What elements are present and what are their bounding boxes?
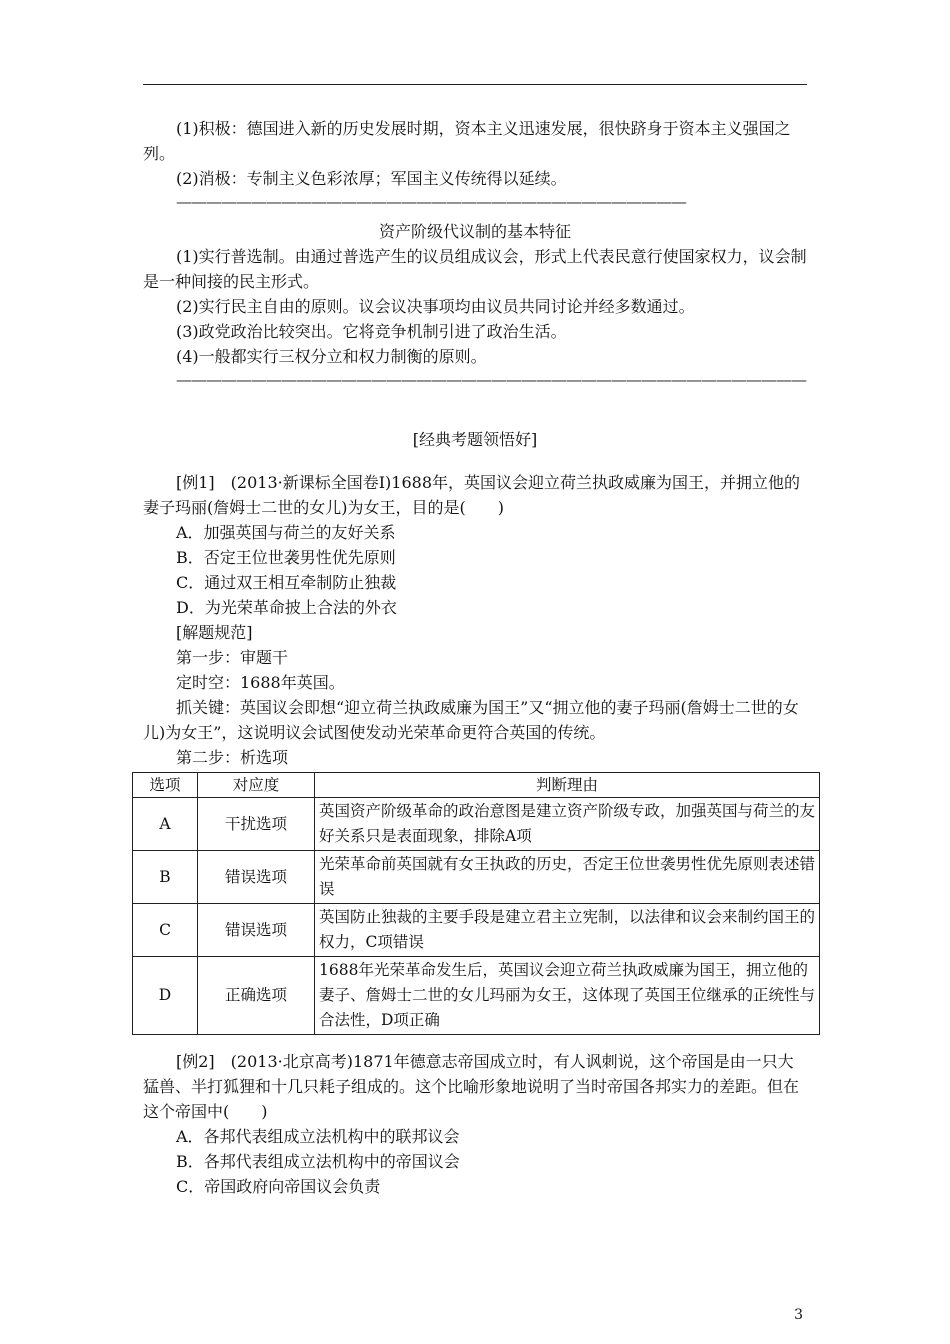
feature-point: (1)实行普选制。由通过普选产生的议员组成议会，形式上代表民意行使国家权力，议会制是一种间接的民主形式。 [143,247,807,291]
correspondence-cell: 错误选项 [198,904,315,957]
classic-questions-heading: [经典考题领悟好] [412,430,538,449]
header-rule [143,84,807,85]
example1-option: D．为光荣革命披上合法的外衣 [176,598,397,617]
option-cell: C [133,904,198,957]
correspondence-cell: 错误选项 [198,851,315,904]
option-cell: B [133,851,198,904]
section-title: 资产阶级代议制的基本特征 [378,222,571,241]
analysis-keywords: 抓关键：英国议会即想“迎立荷兰执政威廉为国王”又“拥立他的妻子玛丽(詹姆士二世的女儿)为女王”，这说明议会试图使发动光荣革命更符合英国的传统。 [143,698,799,742]
table-row [133,957,820,1035]
reason-cell: 英国防止独裁的主要手段是建立君主立宪制，以法律和议会来制约国王的权力，C项错误 [315,904,820,957]
divider-line: —————————————————————————————————— [176,192,686,211]
table-header-cell: 选项 [133,773,198,798]
option-analysis-table [132,772,820,1035]
table-row [133,798,820,851]
table-row [133,851,820,904]
page-number: 3 [794,1307,803,1323]
example1-option: A．加强英国与荷兰的友好关系 [176,523,396,542]
option-cell: D [133,957,198,1035]
feature-point: (4)一般都实行三权分立和权力制衡的原则。 [176,347,487,366]
correspondence-cell: 正确选项 [198,957,315,1035]
correspondence-cell: 干扰选项 [198,798,315,851]
example1-stem: [例1] (2013·新课标全国卷Ⅰ)1688年，英国议会迎立荷兰执政威廉为国王，并拥立他的妻子玛丽(詹姆士二世的女儿)为女王，目的是( ) [143,473,800,517]
feature-point: (3)政党政治比较突出。它将竞争机制引进了政治生活。 [176,322,567,341]
table-header-row [133,773,820,798]
germany-negative-item: (2)消极：专制主义色彩浓厚；军国主义传统得以延续。 [176,169,567,188]
example2-stem: [例2] (2013·北京高考)1871年德意志帝国成立时，有人讽刺说，这个帝国是由一只大猛兽、半打狐狸和十几只耗子组成的。这个比喻形象地说明了当时帝国各邦实力的差距。但在这个帝国中( ) [143,1052,800,1121]
example2-option: A．各邦代表组成立法机构中的联邦议会 [176,1127,460,1146]
example1-option: C．通过双王相互牵制防止独裁 [176,573,397,592]
germany-positive-item: (1)积极：德国进入新的历史发展时期，资本主义迅速发展，很快跻身于资本主义强国之列。 [143,119,791,163]
reason-cell: 1688年光荣革命发生后，英国议会迎立荷兰执政威廉为国王，拥立他的妻子、詹姆士二世的女儿玛丽为女王，这体现了英国王位继承的正统性与合法性，D项正确 [315,957,820,1035]
example1-option: B．否定王位世袭男性优先原则 [176,548,396,567]
example2-option: C．帝国政府向帝国议会负责 [176,1177,381,1196]
analysis-label: [解题规范] [176,623,253,642]
option-cell: A [133,798,198,851]
divider-line: —————————————————————————————————————————— [176,370,806,389]
reason-cell: 光荣革命前英国就有女王执政的历史，否定王位世袭男性优先原则表述错误 [315,851,820,904]
analysis-step1: 第一步：审题干 [176,648,289,667]
page-content [143,116,816,1199]
table-row [133,904,820,957]
table-header-cell: 判断理由 [315,773,820,798]
table-header-cell: 对应度 [198,773,315,798]
analysis-time-space: 定时空：1688年英国。 [176,673,345,692]
feature-point: (2)实行民主自由的原则。议会议决事项均由议员共同讨论并经多数通过。 [176,297,695,316]
example2-option: B．各邦代表组成立法机构中的帝国议会 [176,1152,460,1171]
analysis-step2: 第二步：析选项 [176,748,289,767]
reason-cell: 英国资产阶级革命的政治意图是建立资产阶级专政，加强英国与荷兰的友好关系只是表面现象，排除A项 [315,798,820,851]
